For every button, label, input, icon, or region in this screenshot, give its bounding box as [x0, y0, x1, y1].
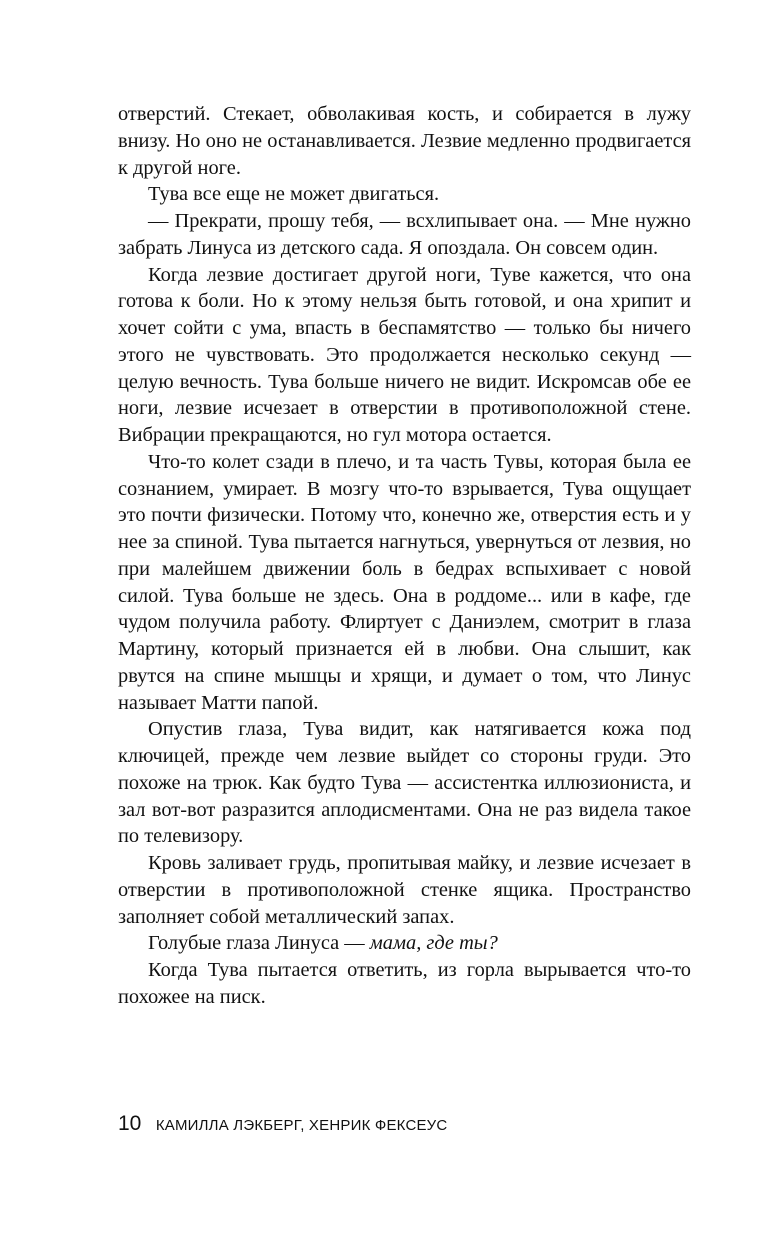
paragraph-9: Когда Тува пытается ответить, из горла вырывается что-то похожее на писк. [118, 959, 691, 1008]
running-head: КАМИЛЛА ЛЭКБЕРГ, ХЕНРИК ФЕКСЕУС [155, 1117, 448, 1134]
page-number: 10 [118, 1112, 142, 1135]
paragraph-6: Опустив глаза, Тува видит, как натягивается кожа под ключицей, прежде чем лезвие выйдет со стороны груди. Это похоже на трюк. Как будто Тува — ассистентка иллюзиониста, и зал вот-вот разразится аплодисментами. Она не раз видела такое по телевизору. [118, 718, 691, 848]
body-text [118, 101, 691, 1011]
paragraph-1: отверстий. Стекает, обволакивая кость, и собирается в лужу внизу. Но оно не останавливается. Лезвие медленно продвигается к другой ноге. [118, 103, 691, 179]
page-footer [118, 1112, 447, 1136]
paragraph-4: Когда лезвие достигает другой ноги, Туве кажется, что она готова к боли. Но к этому нельзя быть готовой, и она хрипит и хочет сойти с ума, впасть в беспамятство — только бы ничего этого не чувствовать. Это продолжается несколько секунд — целую вечность. Тува больше ничего не видит. Искромсав обе ее ноги, лезвие исчезает в отверстии в противоположной стене. Вибрации прекращаются, но гул мотора остается. [118, 263, 691, 446]
paragraph-2: Тува все еще не может двигаться. [148, 183, 440, 206]
paragraph-3: — Прекрати, прошу тебя, — всхлипывает она. — Мне нужно забрать Линуса из детского сада. Я опоздала. Он совсем один. [118, 210, 691, 259]
paragraph-8-text: Голубые глаза Линуса — [148, 932, 370, 955]
paragraph-5: Что-то колет сзади в плечо, и та часть Тувы, которая была ее сознанием, умирает. В мозгу что-то взрывается, Тува ощущает это почти физически. Потому что, конечно же, отверстия есть и у нее за спиной. Тува пытается нагнуться, увернуться от лезвия, но при малейшем движении боль в бедрах вспыхивает с новой силой. Тува больше не здесь. Она в роддоме... или в кафе, где чудом получила работу. Флиртует с Даниэлем, смотрит в глаза Мартину, который признается ей в любви. Она слышит, как рвутся на спине мышцы и хрящи, и думает о том, что Линус называет Матти папой. [118, 450, 691, 714]
paragraph-8 [118, 930, 691, 957]
paragraph-7: Кровь заливает грудь, пропитывая майку, и лезвие исчезает в отверстии в противоположной стенке ящика. Пространство заполняет собой металлический запах. [118, 852, 691, 928]
paragraph-8-italic: мама, где ты? [369, 932, 498, 955]
